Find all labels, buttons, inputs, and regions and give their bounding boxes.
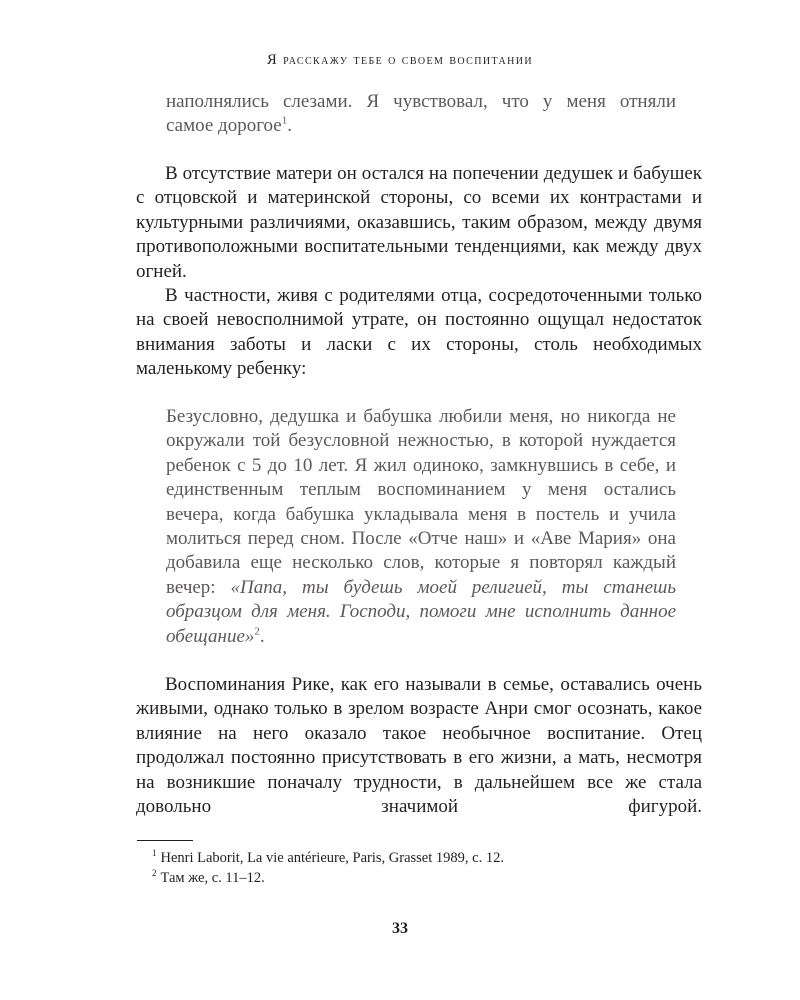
footnote-2	[152, 868, 692, 888]
paragraph-2: В частности, живя с родителями отца, сосредоточенными только на своей невосполнимой утрате, он постоянно ощущал недостаток внимания заботы и ласки с их стороны, столь необходимых маленькому ребенку:	[136, 285, 702, 380]
quote-continuation-end: .	[287, 115, 292, 137]
quote-continuation-line2	[166, 114, 676, 138]
body-text-2	[136, 673, 702, 819]
footnote-2-text: Там же, с. 11–12.	[160, 870, 265, 886]
block-quote-text: Безусловно, дедушка и бабушка любили меня, но никогда не окружали той безусловной нежностью, в которой нуждается ребенок с 5 до 10 лет. Я жил одиноко, замкнувшись в себе, и единственным теплым воспоминанием у меня остались вечера, когда бабушка укладывала меня в постель и учила молиться перед сном. После «Отче наш» и «Аве Мария» она добавила еще несколько слов, которые я повторял каждый вечер:	[166, 406, 676, 598]
quote-continuation	[166, 90, 676, 139]
block-quote-end: .	[259, 625, 265, 647]
footnote-1-number: 1	[152, 848, 157, 859]
footnote-2-number: 2	[152, 868, 157, 879]
block-quote	[166, 405, 676, 649]
footnote-ref-2: 2	[254, 625, 260, 638]
footnotes	[152, 848, 692, 888]
block-quote-italic: «Папа, ты будешь моей религией, ты станешь образцом для меня. Господи, помоги мне исполнить данное обещание»	[166, 576, 676, 647]
footnote-divider	[137, 840, 193, 841]
footnote-ref-1: 1	[281, 115, 288, 128]
footnote-1-text: Henri Laborit, La vie antérieure, Paris, Grasset 1989, с. 12.	[160, 850, 504, 866]
running-head: Я расскажу тебе о своем воспитании	[266, 52, 533, 68]
quote-continuation-text: самое дорогое	[166, 115, 282, 137]
paragraph-3: Воспоминания Рике, как его называли в семье, оставались очень живыми, однако только в зрелом возрасте Анри смог осознать, какое влияние на него оказало такое необычное воспитание. Отец продолжал постоянно присутствовать в его жизни, а мать, несмотря на возникшие поначалу трудности, в дальнейшем все же стала довольно значимой фигурой.	[136, 674, 702, 818]
footnote-1	[152, 848, 692, 868]
body-text	[136, 162, 702, 382]
quote-continuation-line1: наполнялись слезами. Я чувствовал, что у меня отняли	[166, 91, 676, 112]
page-number: 33	[392, 920, 408, 937]
paragraph-1: В отсутствие матери он остался на попечении дедушек и бабушек с отцовской и материнской стороны, со всеми их контрастами и культурными различиями, оказавшись, таким образом, между двумя противоположными воспитательными тенденциями, как между двух огней.	[136, 163, 702, 282]
block-quote-paragraph	[166, 405, 676, 649]
